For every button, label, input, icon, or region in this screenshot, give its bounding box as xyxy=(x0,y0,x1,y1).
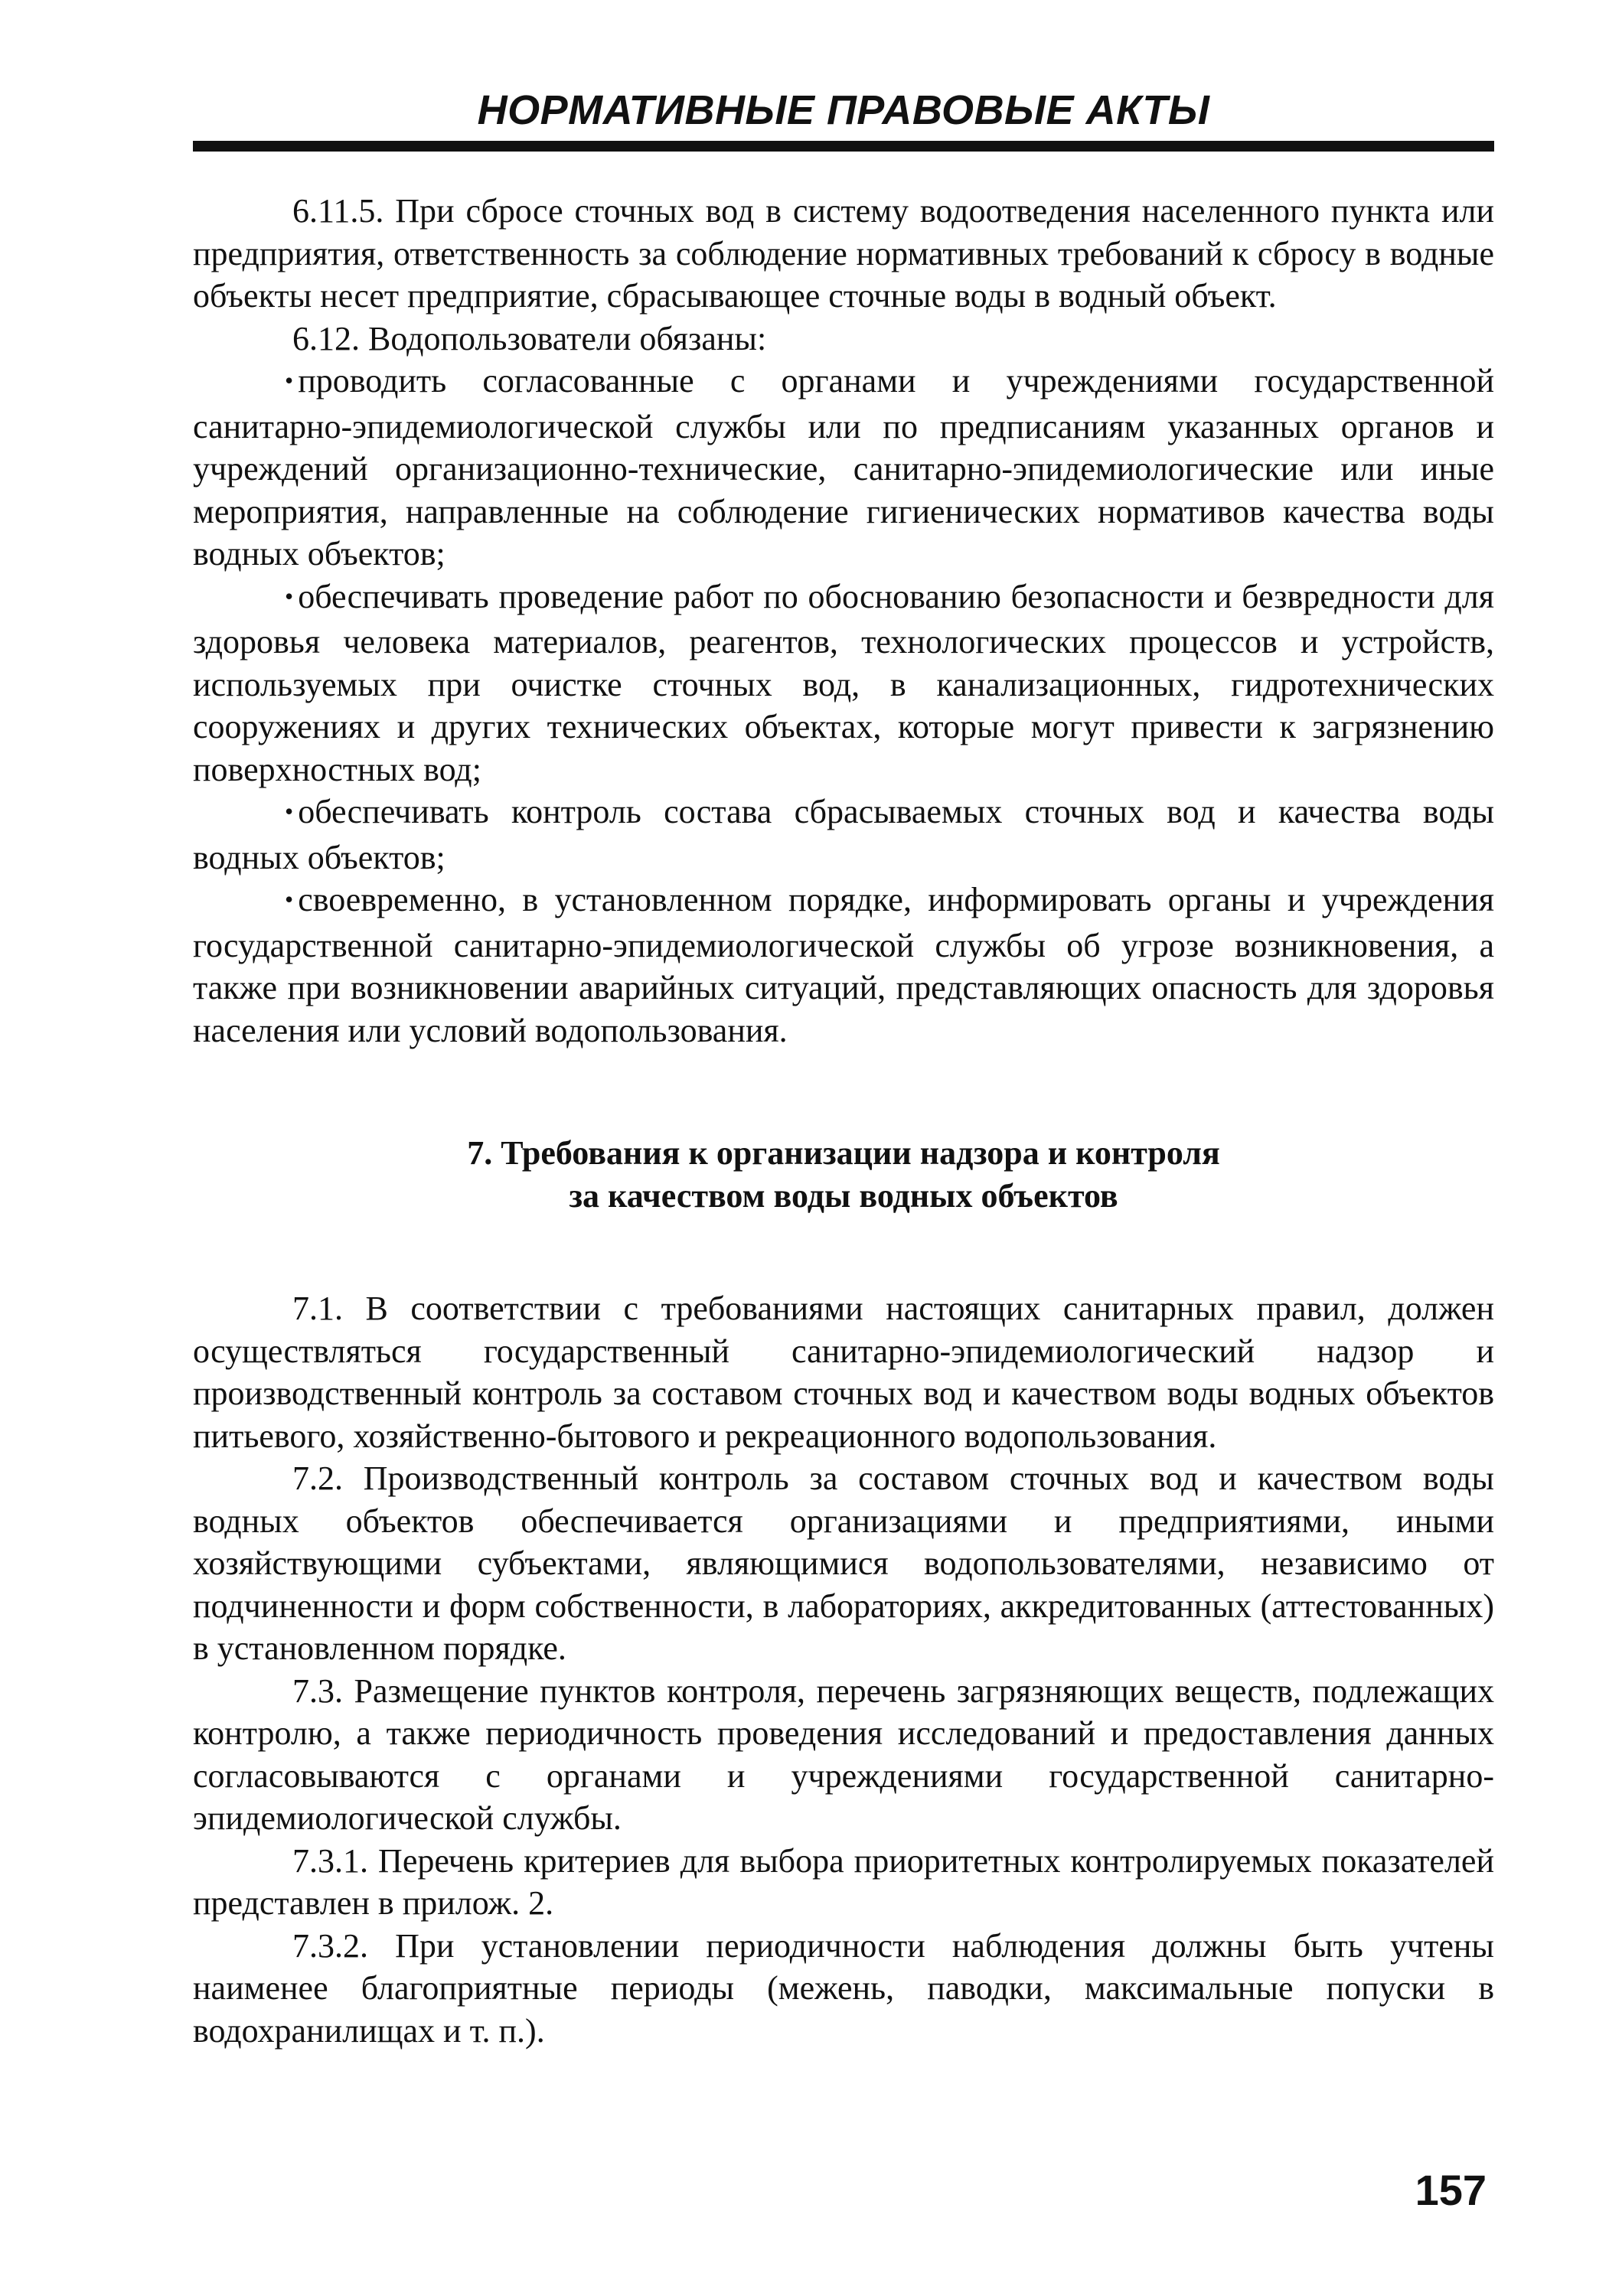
paragraph-7-3: 7.3. Размещение пунктов контроля, перечень загрязняющих веществ, подлежащих контролю, а также периодичность проведения исследований и предоставления данных согласовываются с органами и учреждениями государственной санитарно-эпидемиологической службы. xyxy=(193,1671,1494,1837)
section-heading xyxy=(193,1132,1494,1217)
paragraph-7-3-1: 7.3.1. Перечень критериев для выбора приоритетных контролируемых показателей представлен в прилож. 2. xyxy=(193,1841,1494,1922)
section-heading-line: за качеством воды водных объектов xyxy=(569,1176,1118,1215)
running-header-title: НОРМАТИВНЫЕ ПРАВОВЫЕ АКТЫ xyxy=(477,87,1210,133)
bullet-item xyxy=(193,879,1494,1052)
bullet-icon: • xyxy=(285,582,294,610)
bullet-icon: • xyxy=(285,367,294,394)
bullet-item xyxy=(193,791,1494,879)
paragraph-6-11-5: 6.11.5. При сбросе сточных вод в систему водоотведения населенного пункта или предприятия, ответственность за соблюдение нормативных требований к сбросу в водные объекты несет предприятие, сбрасывающее сточные воды в водный объект. xyxy=(193,192,1494,315)
paragraph-7-2: 7.2. Производственный контроль за составом сточных вод и качеством воды водных объектов обеспечивается организациями и предприятиями, иными хозяйствующими субъектами, являющимися водопользователями, независимо от подчиненности и форм собственности, в лабораториях, аккредитованных (аттестованных) в установленном порядке. xyxy=(193,1459,1494,1667)
paragraph-7-3-2: 7.3.2. При установлении периодичности наблюдения должны быть учтены наименее благоприятные периоды (межень, паводки, максимальные попуски в водохранилищах и т. п.). xyxy=(193,1926,1494,2050)
paragraph-7-1: 7.1. В соответствии с требованиями настоящих санитарных правил, должен осуществляться государственный санитарно-эпидемиологический надзор и производственный контроль за составом сточных вод и качеством воды водных объектов питьевого, хозяйственно-бытового и рекреационного водопользования. xyxy=(193,1290,1494,1455)
bullet-item xyxy=(193,576,1494,791)
bullet-item-text: обеспечивать проведение работ по обоснованию безопасности и безвредности для здоровья человека материалов, реагентов, технологических процессов и устройств, используемых при очистке сточных вод, в канализационных, гидротехнических сооружениях и других технических объектах, которые могут привести к загрязнению поверхностных вод; xyxy=(193,577,1494,788)
page-number: 157 xyxy=(1415,2166,1487,2214)
bullet-item-text: своевременно, в установленном порядке, информировать органы и учреждения государственной санитарно-эпидемиологической службы об угрозе возникновения, а также при возникновении аварийных ситуаций, представляющих опасность для здоровья населения или условий водопользования. xyxy=(193,881,1494,1049)
bullet-item-text: обеспечивать контроль состава сбрасываемых сточных вод и качества воды водных объектов; xyxy=(193,793,1494,876)
bullet-item xyxy=(193,360,1494,576)
bullet-item-text: проводить согласованные с органами и учреждениями государственной санитарно-эпидемиологической службы или по предписаниям указанных органов и учреждений организационно-технические, санитарно-эпидемиологические или иные мероприятия, направленные на соблюдение гигиенических нормативов качества воды водных объектов; xyxy=(193,362,1494,572)
header-rule xyxy=(193,141,1494,152)
section-heading-line: 7. Требования к организации надзора и контроля xyxy=(467,1134,1220,1172)
bullet-icon: • xyxy=(285,885,294,913)
paragraph-6-12: 6.12. Водопользователи обязаны: xyxy=(292,319,767,357)
bullet-icon: • xyxy=(285,797,294,825)
page-body xyxy=(193,190,1494,2052)
